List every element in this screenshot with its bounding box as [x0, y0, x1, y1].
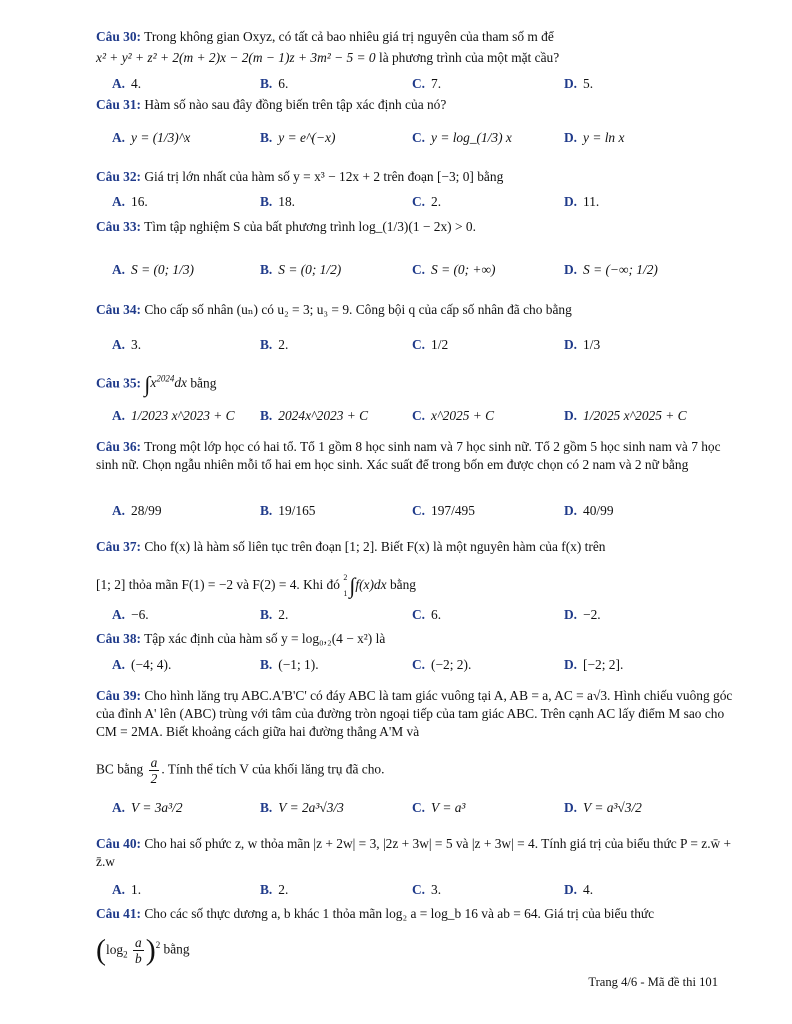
option-d[interactable]: D. 40/99: [564, 503, 614, 518]
option-c[interactable]: C. 7.: [412, 76, 442, 91]
question-text: bằng: [190, 375, 217, 391]
question-text-tail: là phương trình của một mặt cầu?: [378, 50, 560, 65]
question-text: Cho f(x) là hàm số liên tục trên đoạn [1; 2]. Biết F(x) là một nguyên hàm của f(x) trên: [144, 539, 606, 554]
question-label: Câu 39:: [96, 688, 142, 703]
option-b[interactable]: B. 6.: [260, 76, 289, 91]
question-35: [96, 370, 736, 397]
question-text: Cho hai số phức z, w thỏa mãn |z + 2w| = 3, |2z + 3w| = 5 và |z + 3w| = 4. Tính giá trị của biểu thức P = z.w̄ + z̄.w: [96, 836, 732, 869]
question-text-tail: . Tính thể tích V của khối lăng trụ đã cho.: [161, 761, 385, 777]
option-b[interactable]: B. V = 2a³√3/3: [260, 800, 344, 815]
option-c[interactable]: C. (−2; 2).: [412, 657, 472, 672]
question-label: Câu 32:: [96, 169, 142, 184]
option-d[interactable]: D. −2.: [564, 607, 601, 622]
integral-limits: 2 1: [343, 573, 348, 598]
page-footer: Trang 4/6 - Mã đề thi 101: [588, 975, 718, 989]
question-label: Câu 30:: [96, 29, 142, 44]
option-a[interactable]: A. y = (1/3)^x: [112, 130, 191, 145]
question-41: [96, 905, 736, 923]
option-a[interactable]: A. −6.: [112, 607, 149, 622]
option-b[interactable]: B. 19/165: [260, 503, 316, 518]
option-c[interactable]: C. 3.: [412, 882, 442, 897]
option-a[interactable]: A. S = (0; 1/3): [112, 262, 194, 277]
option-c[interactable]: C. 197/495: [412, 503, 475, 518]
question-label: Câu 31:: [96, 97, 142, 112]
question-label: Câu 38:: [96, 631, 142, 646]
question-34: [96, 301, 736, 319]
question-33: [96, 218, 736, 236]
question-text-tail: bằng: [389, 577, 416, 593]
option-c[interactable]: C. y = log_(1/3) x: [412, 130, 512, 145]
option-b[interactable]: B. 2.: [260, 882, 289, 897]
integrand: f(x)dx: [355, 577, 387, 593]
option-d[interactable]: D. 5.: [564, 76, 594, 91]
option-c[interactable]: C. S = (0; +∞): [412, 262, 496, 277]
question-text-tail: bằng: [163, 941, 190, 957]
question-36: [96, 438, 736, 474]
question-text: Trong không gian Oxyz, có tất cả bao nhiêu giá trị nguyên của tham số m để: [144, 29, 554, 44]
question-30-formula: [96, 49, 736, 67]
question-39-last-line: [96, 755, 736, 786]
question-39: [96, 687, 736, 741]
integrand: $x^{2024}dx$: [150, 374, 187, 391]
option-d[interactable]: D. [−2; 2].: [564, 657, 624, 672]
question-text: Giá trị lớn nhất của hàm số y = x³ − 12x + 2 trên đoạn [−3; 0] bằng: [144, 169, 504, 184]
question-label: Câu 35:: [96, 375, 142, 391]
option-a[interactable]: A. V = 3a³/2: [112, 800, 183, 815]
question-label: Câu 37:: [96, 539, 142, 554]
option-d[interactable]: D. 1/2025 x^2025 + C: [564, 408, 687, 423]
option-b[interactable]: B. S = (0; 1/2): [260, 262, 342, 277]
option-a[interactable]: A. 3.: [112, 337, 142, 352]
question-text: Trong một lớp học có hai tổ. Tổ 1 gồm 8 học sinh nam và 7 học sinh nữ. Tổ 2 gồm 5 học sinh nam và 7 học sinh nữ. Chọn ngẫu nhiên mỗi tổ hai em học sinh. Xác suất để trong bốn em được chọn có 2 nam và 2 nữ bằng: [96, 439, 721, 472]
option-c[interactable]: C. 1/2: [412, 337, 449, 352]
question-text: Cho các số thực dương a, b khác 1 thỏa mãn log₂ a = log_b 16 và ab = 64. Giá trị của biểu thức: [144, 906, 655, 921]
question-32: [96, 168, 736, 186]
option-c[interactable]: C. V = a³: [412, 800, 466, 815]
question-41-expression: ($\log_2$ $\frac{a}{b}$ )$^2$ bằng: [96, 933, 190, 967]
option-d[interactable]: D. V = a³√3/2: [564, 800, 642, 815]
question-text: Tập xác định của hàm số y = log₀,₂(4 − x²) là: [144, 631, 386, 646]
question-40: [96, 835, 736, 871]
question-31: [96, 96, 736, 114]
option-d[interactable]: D. y = ln x: [564, 130, 625, 145]
question-label: Câu 33:: [96, 219, 142, 234]
option-b[interactable]: B. 18.: [260, 194, 296, 209]
sphere-equation: x² + y² + z² + 2(m + 2)x − 2(m − 1)z + 3m² − 5 = 0: [96, 50, 376, 65]
option-a[interactable]: A. 1.: [112, 882, 142, 897]
integral-sign-icon: ∫: [349, 573, 356, 598]
question-label: Câu 34:: [96, 302, 142, 317]
option-b[interactable]: B. y = e^(−x): [260, 130, 336, 145]
question-label: Câu 41:: [96, 906, 142, 921]
option-d[interactable]: D. 1/3: [564, 337, 601, 352]
option-c[interactable]: C. x^2025 + C: [412, 408, 495, 423]
question-38: [96, 630, 736, 648]
question-text: Tìm tập nghiệm S của bất phương trình log_(1/3)(1 − 2x) > 0.: [144, 219, 476, 234]
option-c[interactable]: C. 2.: [412, 194, 442, 209]
question-37-line2: [96, 570, 736, 602]
question-37: [96, 538, 736, 556]
question-text: Cho cấp số nhân (uₙ) có u₂ = 3; u₃ = 9. Công bội q của cấp số nhân đã cho bằng: [144, 302, 572, 317]
option-d[interactable]: D. 11.: [564, 194, 600, 209]
question-30: [96, 28, 736, 46]
question-text: Cho hình lăng trụ ABC.A'B'C' có đáy ABC là tam giác vuông tại A, AB = a, AC = a√3. Hình chiếu vuông góc của đỉnh A' lên (ABC) trùng với tâm của đường tròn ngoại tiếp của tam giác ABC. Trên cạnh AC lấy điểm M sao cho CM = 2MA. Biết khoảng cách giữa hai đường thẳng A'M và: [96, 688, 733, 739]
option-a[interactable]: A. (−4; 4).: [112, 657, 172, 672]
question-label: Câu 36:: [96, 439, 142, 454]
question-text: [1; 2] thỏa mãn F(1) = −2 và F(2) = 4. Khi đó: [96, 577, 340, 593]
fraction-a-over-2: $\frac{a}{2}$: [150, 755, 158, 786]
option-a[interactable]: A. 28/99: [112, 503, 162, 518]
option-b[interactable]: B. (−1; 1).: [260, 657, 319, 672]
option-d[interactable]: D. S = (−∞; 1/2): [564, 262, 658, 277]
option-c[interactable]: C. 6.: [412, 607, 442, 622]
option-b[interactable]: B. 2.: [260, 607, 289, 622]
fraction-a-over-b: $\frac{a}{b}$: [134, 935, 142, 966]
integral-sign-icon: ∫: [144, 371, 151, 397]
option-b[interactable]: B. 2024x^2023 + C: [260, 408, 369, 423]
option-a[interactable]: A. 4.: [112, 76, 142, 91]
question-text: Hàm số nào sau đây đồng biến trên tập xác định của nó?: [144, 97, 447, 112]
option-a[interactable]: A. 1/2023 x^2023 + C: [112, 408, 235, 423]
option-a[interactable]: A. 16.: [112, 194, 148, 209]
option-d[interactable]: D. 4.: [564, 882, 594, 897]
question-label: Câu 40:: [96, 836, 142, 851]
option-b[interactable]: B. 2.: [260, 337, 289, 352]
question-text: BC bằng: [96, 761, 144, 777]
